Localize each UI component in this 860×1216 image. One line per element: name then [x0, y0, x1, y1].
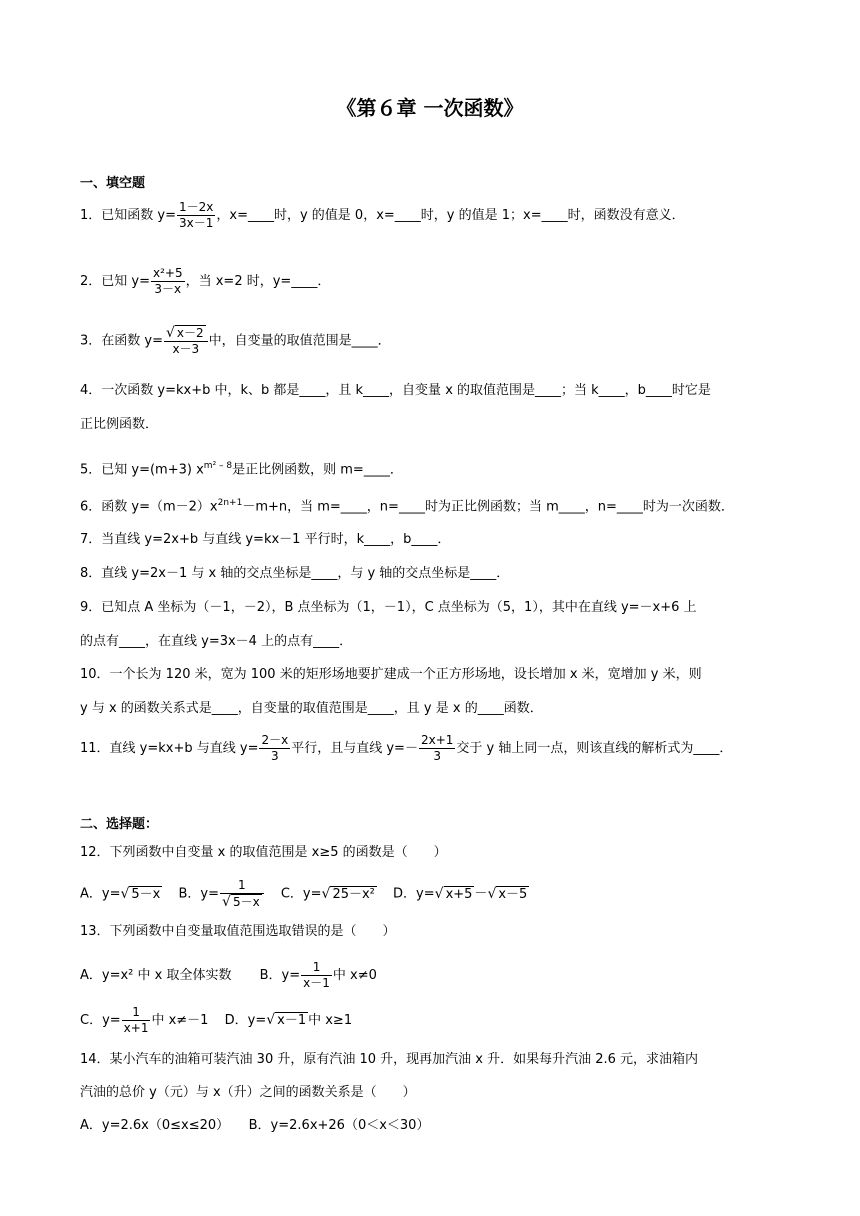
question-10-line2: y 与 x 的函数关系式是____，自变量的取值范围是____，且 y 是 x 的____函数．: [80, 701, 543, 716]
question-5: 5．已知 y=(m+3) $x^{m^2 - 8}$是正比例函数，则 m=____．: [80, 461, 403, 478]
section-heading-fill-blank: 一、填空题: [80, 176, 146, 191]
question-9-line1: 9．已知点 A 坐标为（－1，－2），B 点坐标为（1，－1），C 点坐标为（5，1），其中在直线 y=－x+6 上: [80, 600, 697, 615]
radical-sign: √: [321, 885, 331, 902]
question-3: 3．在函数 y= $\frac{√ x-2}{x-3}$ 中，自变量的取值范围是____．: [80, 325, 391, 356]
question-13-options-cd: C．y= $\frac{1}{x+1}$ 中 x≠－1 D．y=√ x－1 中 x≥1: [80, 1005, 353, 1035]
fraction: $\frac{\text{x²+5}}{3-x}$: [153, 266, 183, 296]
question-13: 13．下列函数中自变量取值范围选取错误的是（ ）: [80, 924, 396, 939]
fraction: $\frac{1}{√ 5-x}$: [220, 878, 264, 910]
question-14-options: A．y=2.6x（0≤x≤20） B．y=2.6x+26（0＜x＜30）: [80, 1118, 430, 1133]
question-14-line2: 汽油的总价 y（元）与 x（升）之间的函数关系是（ ）: [80, 1085, 416, 1100]
fraction: $\frac{2-x}{3}$: [261, 733, 289, 763]
fraction: $\frac{1}{x+1}$: [123, 1005, 149, 1035]
section-heading-multiple-choice: 二、选择题：: [80, 817, 159, 832]
radical-sign: √: [487, 885, 497, 902]
radical-sign: √: [266, 1012, 276, 1028]
question-1: 1．已知函数 y= $\frac{1-2x}{3x-1}$ ，x=____时，y 的值是 0，x=____时，y 的值是 1；x=____时，函数没有意义．: [80, 200, 685, 230]
fraction: $\frac{1-2x}{3x-1}$: [179, 200, 214, 230]
radical-sign: √: [434, 885, 444, 902]
question-4-line1: 4．一次函数 y=kx+b 中，k、b 都是____，且 k____，自变量 x 的取值范围是____；当 k____，b____时它是: [80, 383, 711, 398]
question-9-line2: 的点有____，在直线 y=3x－4 上的点有____．: [80, 634, 353, 649]
question-12: 12．下列函数中自变量 x 的取值范围是 x≥5 的函数是（ ）: [80, 845, 447, 860]
fraction: $\frac{2x+1}{3}$: [420, 733, 454, 763]
question-12-options: A．y=√ 5－x B．y= $\frac{1}{√ 5-x}$ C．y=√ 25－x² D．y=√ x+5 －√ x－5: [80, 878, 528, 910]
question-4-line2: 正比例函数．: [80, 417, 159, 432]
question-10-line1: 10．一个长为 120 米，宽为 100 米的矩形场地要扩建成一个正方形场地，设长增加 x 米，宽增加 y 米，则: [80, 667, 702, 682]
question-2: 2．已知 y= $\frac{\text{x²+5}}{3-x}$ ，当 x=2 时，y=____．: [80, 266, 331, 296]
page-title: 《第６章 一次函数》: [336, 96, 524, 120]
radical-sign: √: [166, 325, 175, 341]
question-7: 7．当直线 y=2x+b 与直线 y=kx－1 平行时，k____，b____．: [80, 532, 451, 547]
question-6: 6．函数 $y=(m-2)x^{2n+1}-m+n$，当 m=____，n=____时为正比例函数；当 m____，n=____时为一次函数．: [80, 498, 734, 515]
fraction: $\frac{1}{x-1}$: [303, 960, 330, 990]
question-14-line1: 14．某小汽车的油箱可装汽油 30 升，原有汽油 10 升，现再加汽油 x 升．如果每升汽油 2.6 元，求油箱内: [80, 1052, 699, 1067]
question-13-options-ab: A．y=x² 中 x 取全体实数 B．y= $\frac{1}{x-1}$ 中 x≠0: [80, 960, 377, 990]
radical-sign: √: [222, 894, 231, 910]
fraction: $\frac{√ x-2}{x-3}$: [164, 325, 208, 357]
question-8: 8．直线 y=2x－1 与 x 轴的交点坐标是____，与 y 轴的交点坐标是____．: [80, 566, 510, 581]
question-11: 11．直线 y=kx+b 与直线 y= $\frac{2-x}{3}$ 平行，且与直线 y=－ $\frac{2x+1}{3}$ 交于 y 轴上同一点，则该直线的解析式为____．: [80, 733, 733, 763]
radical-sign: √: [120, 885, 130, 902]
